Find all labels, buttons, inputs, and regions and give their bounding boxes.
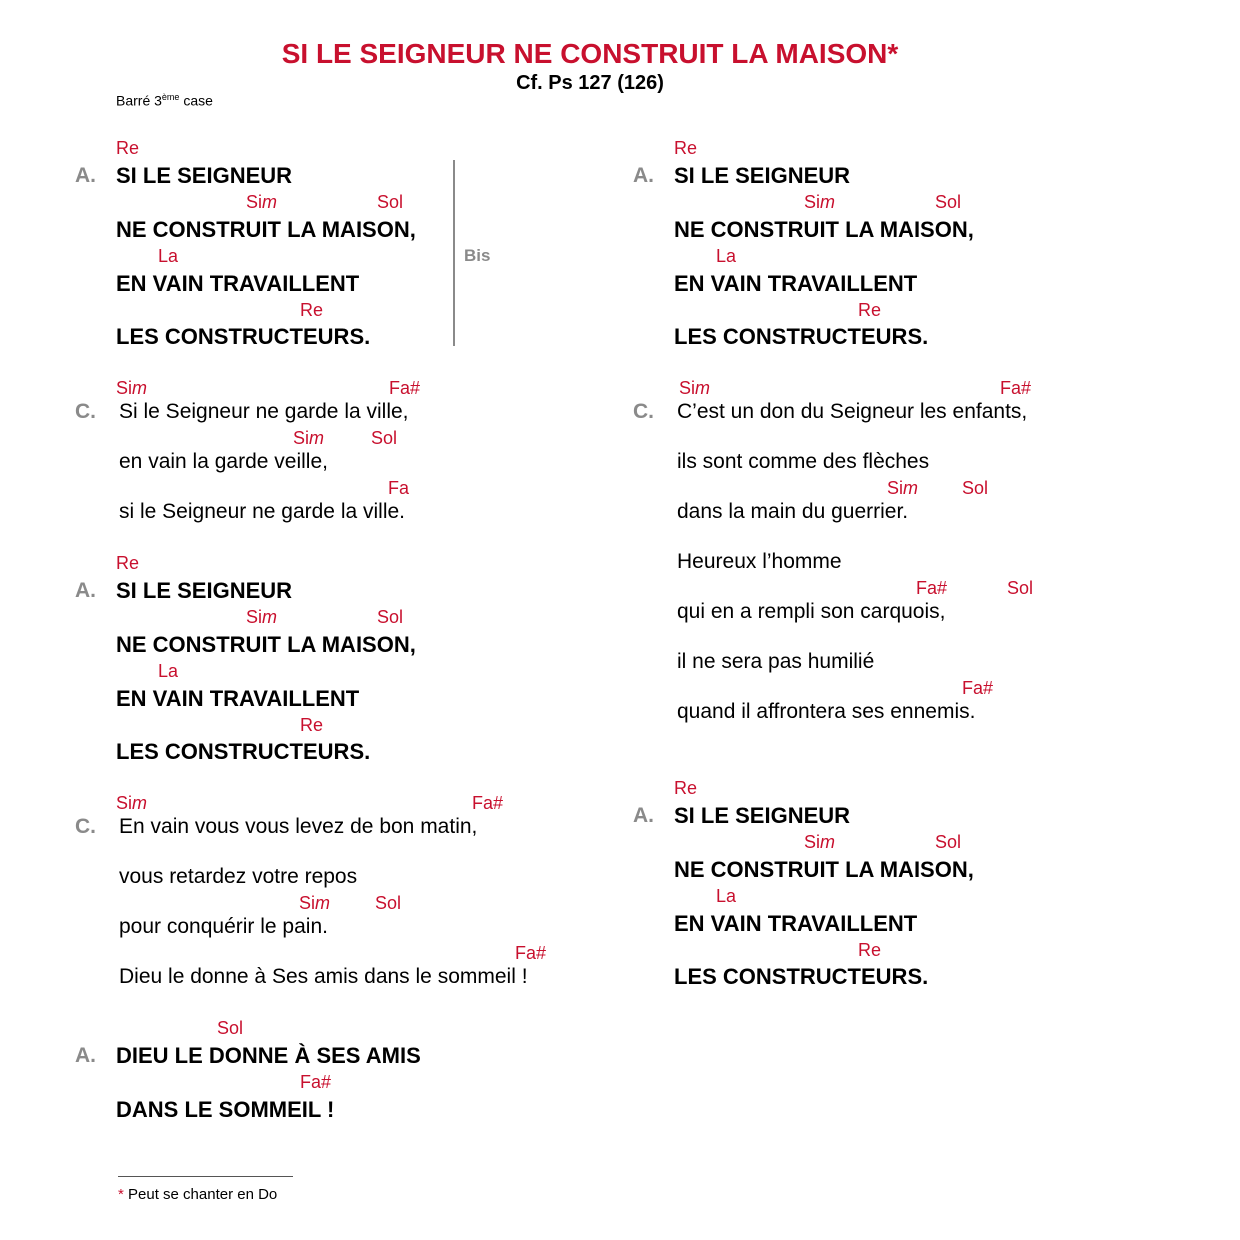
verse-line: Si le Seigneur ne garde la ville, <box>119 400 409 423</box>
refrain-line: LES CONSTRUCTEURS. <box>116 739 371 764</box>
refrain-line: SI LE SEIGNEUR <box>116 163 293 188</box>
refrain-line: SI LE SEIGNEUR <box>674 163 851 188</box>
couplet-label: C. <box>75 815 96 838</box>
chord-fa-sharp: Fa# <box>389 378 421 398</box>
refrain-label: A. <box>75 1044 96 1067</box>
refrain-label: A. <box>75 164 96 187</box>
song-subtitle: Cf. Ps 127 (126) <box>516 72 664 94</box>
capo-note: Barré 3ème case <box>116 92 213 109</box>
refrain-line: EN VAIN TRAVAILLENT <box>674 271 918 296</box>
chord-re: Re <box>116 138 140 158</box>
verse-line: En vain vous vous levez de bon matin, <box>119 815 478 838</box>
refrain-line: DANS LE SOMMEIL ! <box>116 1097 335 1122</box>
verse-line: vous retardez votre repos <box>119 865 358 888</box>
refrain-line: DIEU LE DONNE À SES AMIS <box>116 1043 421 1068</box>
chord-re: Re <box>858 300 882 320</box>
verse-line: il ne sera pas humilié <box>677 650 875 673</box>
refrain-line: EN VAIN TRAVAILLENT <box>116 271 360 296</box>
bis-label: Bis <box>464 246 491 265</box>
chord-sim: Sim <box>246 607 278 627</box>
song-title: SI LE SEIGNEUR NE CONSTRUIT LA MAISON* <box>281 38 899 69</box>
chord-la: La <box>158 246 179 266</box>
verse-line: Heureux l’homme <box>677 550 842 573</box>
chord-fa-sharp: Fa# <box>300 1072 332 1092</box>
chord-sol: Sol <box>377 607 404 627</box>
refrain-line: SI LE SEIGNEUR <box>674 803 851 828</box>
chord-sim: Sim <box>887 478 919 498</box>
chord-sim: Sim <box>804 192 836 212</box>
chord-sim: Sim <box>116 378 148 398</box>
chord-sim: Sim <box>679 378 711 398</box>
verse-line: qui en a rempli son carquois, <box>677 600 946 623</box>
chord-re: Re <box>116 553 140 573</box>
refrain-line: LES CONSTRUCTEURS. <box>674 324 929 349</box>
footnote-divider <box>118 1176 293 1177</box>
chord-sol: Sol <box>375 893 402 913</box>
bis-bracket <box>453 160 455 346</box>
refrain-line: EN VAIN TRAVAILLENT <box>116 686 360 711</box>
refrain-line: LES CONSTRUCTEURS. <box>674 964 929 989</box>
chord-sim: Sim <box>116 793 148 813</box>
chord-la: La <box>716 886 737 906</box>
refrain-line: NE CONSTRUIT LA MAISON, <box>674 217 974 242</box>
chord-fa-sharp: Fa# <box>1000 378 1032 398</box>
refrain-line: NE CONSTRUIT LA MAISON, <box>674 857 974 882</box>
couplet-label: C. <box>633 400 654 423</box>
verse-line: dans la main du guerrier. <box>677 500 909 523</box>
verse-line: pour conquérir le pain. <box>119 915 328 938</box>
refrain-line: NE CONSTRUIT LA MAISON, <box>116 217 416 242</box>
verse-line: si le Seigneur ne garde la ville. <box>119 500 406 523</box>
verse-line: en vain la garde veille, <box>119 450 328 473</box>
chord-re: Re <box>858 940 882 960</box>
refrain-label: A. <box>633 164 654 187</box>
refrain-line: NE CONSTRUIT LA MAISON, <box>116 632 416 657</box>
chord-sim: Sim <box>293 428 325 448</box>
chord-sol: Sol <box>377 192 404 212</box>
chord-sol: Sol <box>371 428 398 448</box>
chord-la: La <box>158 661 179 681</box>
chord-fa-sharp: Fa# <box>472 793 504 813</box>
chord-sim: Sim <box>246 192 278 212</box>
chord-sol: Sol <box>935 192 962 212</box>
chord-re: Re <box>674 138 698 158</box>
couplet-label: C. <box>75 400 96 423</box>
footnote: * Peut se chanter en Do <box>118 1186 278 1203</box>
chord-sol: Sol <box>935 832 962 852</box>
verse-line: quand il affrontera ses ennemis. <box>677 700 976 723</box>
chord-re: Re <box>300 715 324 735</box>
chord-sim: Sim <box>804 832 836 852</box>
verse-line: C’est un don du Seigneur les enfants, <box>677 400 1028 423</box>
chord-re: Re <box>300 300 324 320</box>
refrain-line: EN VAIN TRAVAILLENT <box>674 911 918 936</box>
refrain-label: A. <box>75 579 96 602</box>
chord-fa-sharp: Fa# <box>916 578 948 598</box>
refrain-line: LES CONSTRUCTEURS. <box>116 324 371 349</box>
verse-line: Dieu le donne à Ses amis dans le sommeil ! <box>119 965 528 988</box>
chord-fa-sharp: Fa# <box>962 678 994 698</box>
chord-fa: Fa <box>388 478 410 498</box>
refrain-line: SI LE SEIGNEUR <box>116 578 293 603</box>
chord-sol: Sol <box>962 478 989 498</box>
chord-re: Re <box>674 778 698 798</box>
chord-sol: Sol <box>1007 578 1034 598</box>
chord-sim: Sim <box>299 893 331 913</box>
chord-fa-sharp: Fa# <box>515 943 547 963</box>
chord-sol: Sol <box>217 1018 244 1038</box>
chord-la: La <box>716 246 737 266</box>
refrain-label: A. <box>633 804 654 827</box>
verse-line: ils sont comme des flèches <box>677 450 930 473</box>
